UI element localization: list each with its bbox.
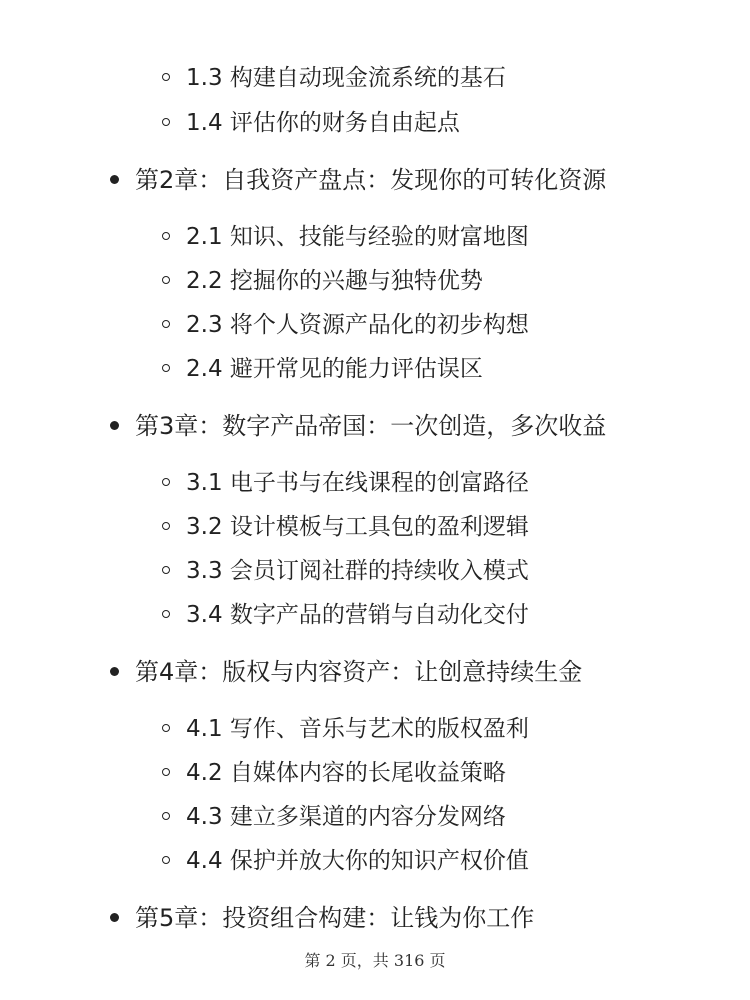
- toc-section-label: 3.4 数字产品的营销与自动化交付: [186, 602, 529, 628]
- disc-bullet-icon: [110, 667, 119, 676]
- circle-bullet-icon: [162, 610, 170, 618]
- circle-bullet-icon: [162, 478, 170, 486]
- toc-chapter-2[interactable]: [110, 158, 606, 202]
- disc-bullet-icon: [110, 421, 119, 430]
- circle-bullet-icon: [162, 232, 170, 240]
- circle-bullet-icon: [162, 364, 170, 372]
- toc-section-label: 2.1 知识、技能与经验的财富地图: [186, 224, 529, 250]
- toc-section-label: 4.1 写作、音乐与艺术的版权盈利: [186, 716, 529, 742]
- toc-section-4-1[interactable]: [162, 707, 529, 751]
- toc-section-3-4[interactable]: [162, 593, 529, 637]
- toc-chapter-3[interactable]: [110, 404, 606, 448]
- toc-section-label: 1.4 评估你的财务自由起点: [186, 110, 460, 136]
- toc-section-label: 3.1 电子书与在线课程的创富路径: [186, 470, 529, 496]
- toc-section-3-3[interactable]: [162, 549, 529, 593]
- toc-section-label: 2.4 避开常见的能力评估误区: [186, 356, 483, 382]
- circle-bullet-icon: [162, 724, 170, 732]
- toc-chapter-5[interactable]: [110, 896, 534, 940]
- toc-section-2-1[interactable]: [162, 215, 529, 259]
- circle-bullet-icon: [162, 856, 170, 864]
- toc-section-label: 2.3 将个人资源产品化的初步构想: [186, 312, 529, 338]
- toc-chapter-label: 第4章：版权与内容资产：让创意持续生金: [135, 658, 583, 686]
- toc-section-label: 1.3 构建自动现金流系统的基石: [186, 65, 506, 91]
- circle-bullet-icon: [162, 276, 170, 284]
- toc-section-1-3[interactable]: [162, 56, 506, 100]
- toc-section-4-3[interactable]: [162, 795, 506, 839]
- circle-bullet-icon: [162, 118, 170, 126]
- toc-chapter-label: 第5章：投资组合构建：让钱为你工作: [135, 904, 535, 932]
- toc-section-2-2[interactable]: [162, 259, 483, 303]
- circle-bullet-icon: [162, 566, 170, 574]
- disc-bullet-icon: [110, 913, 119, 922]
- circle-bullet-icon: [162, 73, 170, 81]
- disc-bullet-icon: [110, 175, 119, 184]
- toc-section-2-3[interactable]: [162, 303, 529, 347]
- toc-section-label: 2.2 挖掘你的兴趣与独特优势: [186, 268, 483, 294]
- page-number-footer: 第 2 页，共 316 页: [304, 951, 446, 970]
- toc-chapter-label: 第2章：自我资产盘点：发现你的可转化资源: [135, 166, 607, 194]
- toc-section-2-4[interactable]: [162, 347, 483, 391]
- toc-chapter-label: 第3章：数字产品帝国：一次创造，多次收益: [135, 412, 607, 440]
- toc-section-label: 3.3 会员订阅社群的持续收入模式: [186, 558, 529, 584]
- toc-section-4-2[interactable]: [162, 751, 506, 795]
- toc-section-label: 4.4 保护并放大你的知识产权价值: [186, 848, 529, 874]
- toc-section-label: 3.2 设计模板与工具包的盈利逻辑: [186, 514, 529, 540]
- circle-bullet-icon: [162, 522, 170, 530]
- toc-section-label: 4.2 自媒体内容的长尾收益策略: [186, 760, 506, 786]
- circle-bullet-icon: [162, 768, 170, 776]
- toc-section-3-1[interactable]: [162, 461, 529, 505]
- toc-chapter-4[interactable]: [110, 650, 582, 694]
- toc-section-1-4[interactable]: [162, 101, 460, 145]
- toc-section-3-2[interactable]: [162, 505, 529, 549]
- circle-bullet-icon: [162, 320, 170, 328]
- circle-bullet-icon: [162, 812, 170, 820]
- toc-section-4-4[interactable]: [162, 839, 529, 883]
- toc-section-label: 4.3 建立多渠道的内容分发网络: [186, 804, 506, 830]
